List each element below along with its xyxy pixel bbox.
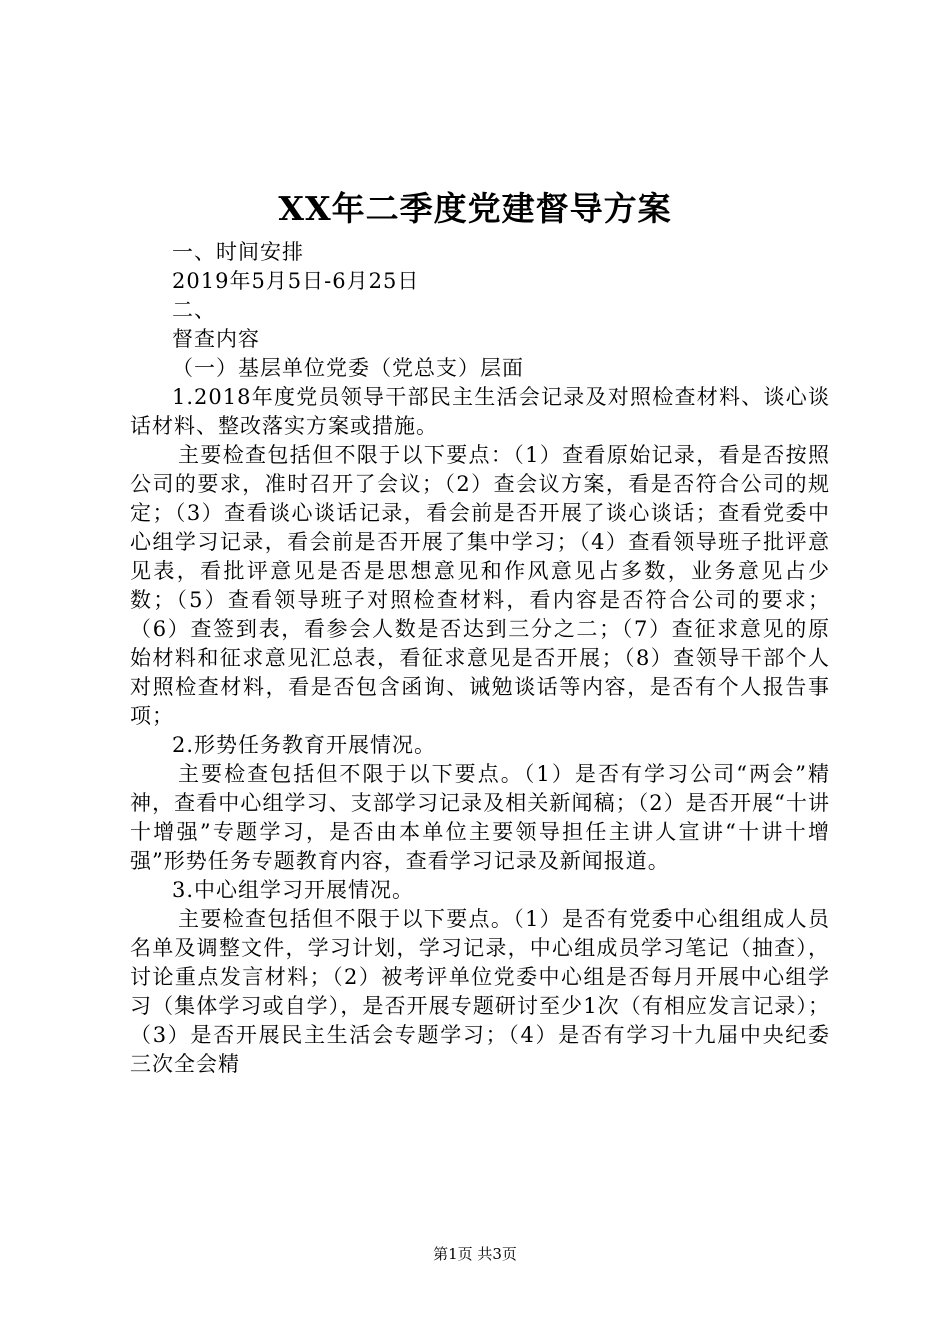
item-3: 3.中心组学习开展情况。	[172, 878, 415, 902]
item-2-details: 主要检查包括但不限于以下要点。（1）是否有学习公司“两会”精神，查看中心组学习、支部学习记录及相关新闻稿；（2）是否开展“十讲十增强”专题学习，是否由本单位主要领导担任主讲人宣讲“十讲十增强”形势任务专题教育内容，查看学习记录及新闻报道。	[130, 762, 830, 873]
document-title: XX年二季度党建督导方案	[278, 189, 672, 228]
section-heading-content: 督查内容	[172, 327, 260, 351]
schedule-dates: 2019年5月5日-6月25日	[172, 269, 420, 293]
section-number: 二、	[172, 298, 216, 322]
item-2: 2.形势任务教育开展情况。	[172, 733, 437, 757]
item-1: 1.2018年度党员领导干部民主生活会记录及对照检查材料、谈心谈话材料、整改落实方案或措施。	[130, 385, 830, 438]
subsection-heading: （一）基层单位党委（党总支）层面	[172, 356, 524, 380]
item-1-details: 主要检查包括但不限于以下要点：（1）查看原始记录，看是否按照公司的要求，准时召开了会议；（2）查会议方案，看是否符合公司的规定；（3）查看谈心谈话记录，看会前是否开展了谈心谈话；查看党委中心组学习记录，看会前是否开展了集中学习；（4）查看领导班子批评意见表，看批评意见是否是思想意见和作风意见占多数，业务意见占少数；（5）查看领导班子对照检查材料，看内容是否符合公司的要求；（6）查签到表，看参会人数是否达到三分之二；（7）查征求意见的原始材料和征求意见汇总表，看征求意见是否开展；（8）查领导干部个人对照检查材料，看是否包含函询、诫勉谈话等内容，是否有个人报告事项；	[130, 443, 830, 728]
page-number: 第1页 共3页	[433, 1245, 517, 1263]
section-heading-schedule: 一、时间安排	[172, 240, 304, 264]
document-body	[130, 238, 830, 1079]
item-3-details: 主要检查包括但不限于以下要点。（1）是否有党委中心组组成人员名单及调整文件，学习计划，学习记录，中心组成员学习笔记（抽查），讨论重点发言材料；（2）被考评单位党委中心组是否每月开展中心组学习（集体学习或自学），是否开展专题研讨至少1次（有相应发言记录）；（3）是否开展民主生活会专题学习；（4）是否有学习十九届中央纪委三次全会精	[130, 907, 830, 1076]
